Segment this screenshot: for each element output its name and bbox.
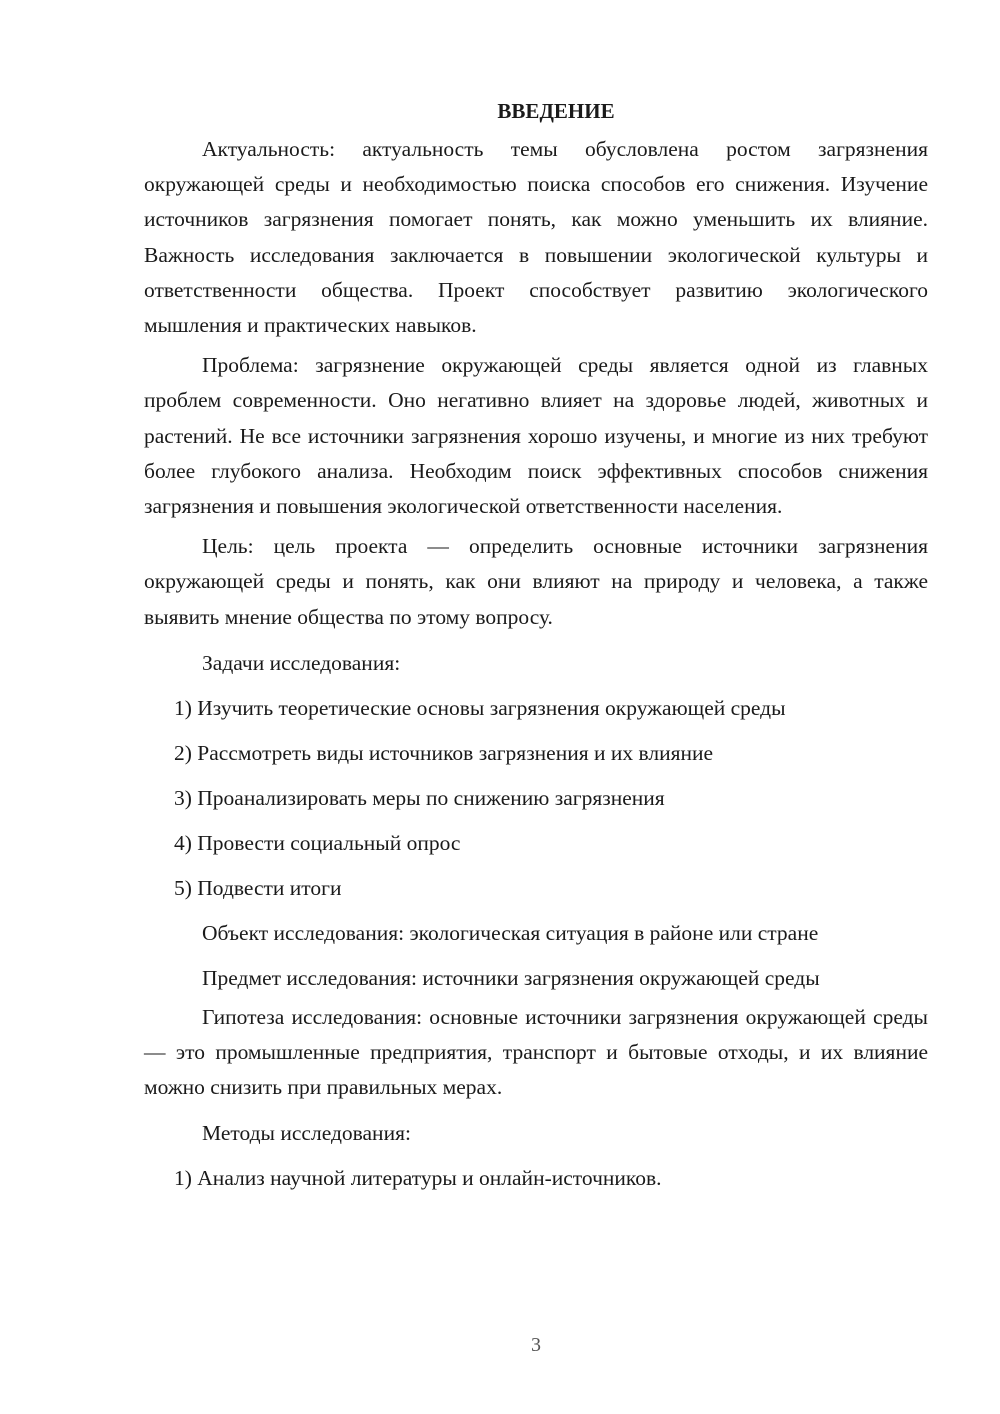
page-content — [144, 95, 928, 1195]
list-item: 5) Подвести итоги — [174, 875, 342, 900]
subject-line: Предмет исследования: источники загрязнения окружающей среды — [202, 965, 820, 990]
document-title: ВВЕДЕНИЕ — [497, 99, 615, 123]
problem-paragraph: Проблема: загрязнение окружающей среды является одной из главных проблем современности. Оно негативно влияет на здоровье людей, животных и растений. Не все источники загрязнения хорошо изучены, и многие из них требуют более глубокого анализа. Необходим поиск эффективных способов снижения загрязнения и повышения экологической ответственности населения. — [144, 353, 928, 519]
methods-heading: Методы исследования: — [202, 1121, 411, 1146]
goal-paragraph: Цель: цель проекта — определить основные источники загрязнения окружающей среды и понять, как они влияют на природу и человека, а также выявить мнение общества по этому вопросу. — [144, 534, 928, 629]
relevance-paragraph: Актуальность: актуальность темы обусловлена ростом загрязнения окружающей среды и необходимостью поиска способов его снижения. Изучение источников загрязнения помогает понять, как можно уменьшить их влияние. Важность исследования заключается в повышении экологической культуры и ответственности общества. Проект способствует развитию экологического мышления и практических навыков. — [144, 137, 928, 338]
hypothesis-paragraph: Гипотеза исследования: основные источники загрязнения окружающей среды — это промышленные предприятия, транспорт и бытовые отходы, и их влияние можно снизить при правильных мерах. — [144, 1004, 928, 1100]
tasks-heading: Задачи исследования: — [202, 650, 401, 675]
object-line: Объект исследования: экологическая ситуация в районе или стране — [202, 920, 819, 945]
list-item: 2) Рассмотреть виды источников загрязнения и их влияние — [174, 740, 714, 765]
page-number: 3 — [531, 1334, 541, 1356]
list-item: 4) Провести социальный опрос — [174, 830, 461, 855]
list-item: 3) Проанализировать меры по снижению загрязнения — [174, 785, 665, 810]
list-item: 1) Изучить теоретические основы загрязнения окружающей среды — [174, 695, 786, 720]
tasks-list — [144, 692, 928, 905]
methods-list — [144, 1162, 928, 1195]
list-item: 1) Анализ научной литературы и онлайн-источников. — [174, 1166, 662, 1191]
